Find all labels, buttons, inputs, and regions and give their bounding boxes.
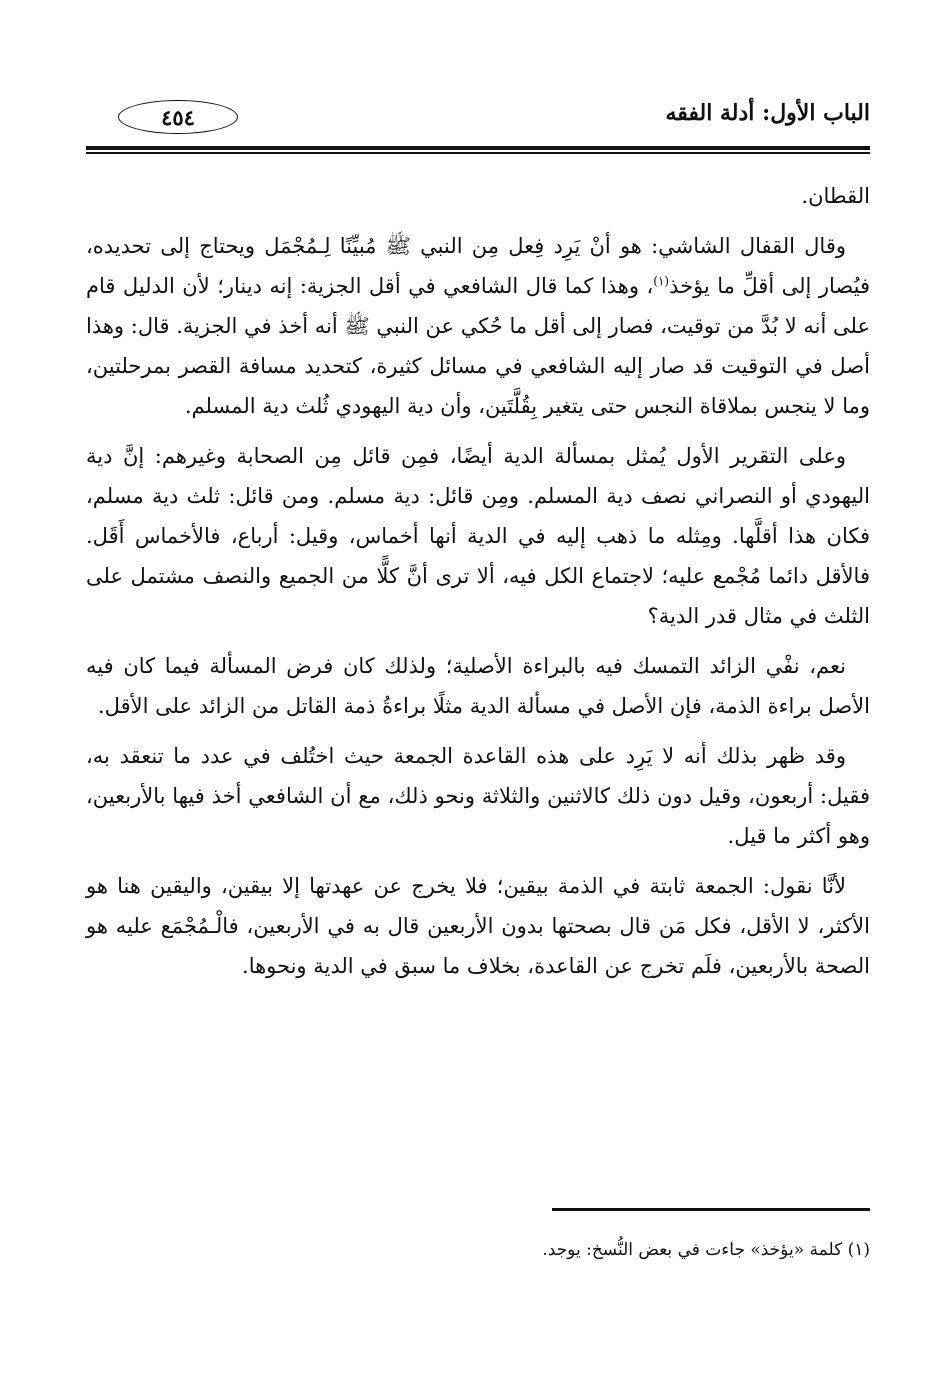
footnote: (١) كلمة «يؤخذ» جاءت في بعض النُّسخ: يوجد. — [542, 1240, 870, 1260]
main-text — [86, 176, 870, 996]
paragraph: لأنَّا نقول: الجمعة ثابتة في الذمة بيقين؛ فلا يخرج عن عهدتها إلا بيقين، واليقين هنا هو الأكثر، لا الأقل، فكل مَن قال بصحتها بدون الأربعين قال به في الأربعين، فالْـمُجْمَع عليه هو الصحة بالأربعين، فلَم تخرج عن القاعدة، بخلاف ما سبق في الدية ونحوها. — [86, 874, 870, 978]
page-header — [86, 96, 870, 144]
header-rule-thick — [86, 146, 870, 150]
paragraph: نعم، نفْي الزائد التمسك فيه بالبراءة الأصلية؛ ولذلك كان فرض المسألة فيما كان فيه الأصل براءة الذمة، فإن الأصل في مسألة الدية مثلًا براءةُ ذمة القاتل من الزائد على الأقل. — [86, 654, 870, 718]
paragraph-text: وقال القفال الشاشي: هو أنْ يَرِد فِعل مِن النبي ﷺ مُبيِّنًا لِـمُجْمَل ويحتاج إلى تحديده، فيُصار إلى أقلِّ ما يؤخذ — [86, 234, 871, 298]
paragraph: وعلى التقرير الأول يُمثل بمسألة الدية أيضًا، فمِن قائل مِن الصحابة وغيرهم: إنَّ دية اليهودي أو النصراني نصف دية المسلم. ومِن قائل: دية مسلم. ومن قائل: ثلث دية مسلم، فكان هذا أقلَّها. ومِثله ما ذهب إليه في الدية أنها أخماس، وقيل: أرباع، فالأخماس أَقَل. فالأقل دائما مُجْمع عليه؛ لاجتماع الكل فيه، ألا ترى أنَّ كلًّا من الجميع والنصف مشتمل على الثلث في مثال قدر الدية؟ — [86, 444, 870, 628]
paragraph: القطان. — [801, 184, 870, 208]
paragraph: وقد ظهر بذلك أنه لا يَرِد على هذه القاعدة الجمعة حيث اختُلف في عدد ما تنعقد به، فقيل: أربعون، وقيل دون ذلك كالاثنين والثلاثة ونحو ذلك، مع أن الشافعي أخذ فيها بالأربعين، وهو أكثر ما قيل. — [86, 744, 870, 848]
header-rule-thin — [86, 152, 870, 154]
paragraph-text: ، وهذا كما قال الشافعي في أقل الجزية: إنه دينار؛ لأن الدليل قام على أنه لا بُدَّ من توقيت، فصار إلى أقل ما حُكي عن النبي ﷺ أنه أخذ في الجزية. قال: وهذا أصل في التوقيت قد صار إليه الشافعي في مسائل كثيرة، كتحديد مسافة القصر بمرحلتين، وما لا ينجس بملاقاة النجس حتى يتغير بِقُلَّتَين، وأن دية اليهودي ثُلث دية المسلم. — [86, 274, 870, 418]
footnote-marker: (١) — [653, 274, 670, 288]
chapter-title: الباب الأول: أدلة الفقه — [665, 100, 870, 126]
paragraph — [86, 226, 870, 426]
page-number-badge: ٤٥٤ — [118, 100, 238, 134]
footnote-separator — [552, 1208, 870, 1211]
